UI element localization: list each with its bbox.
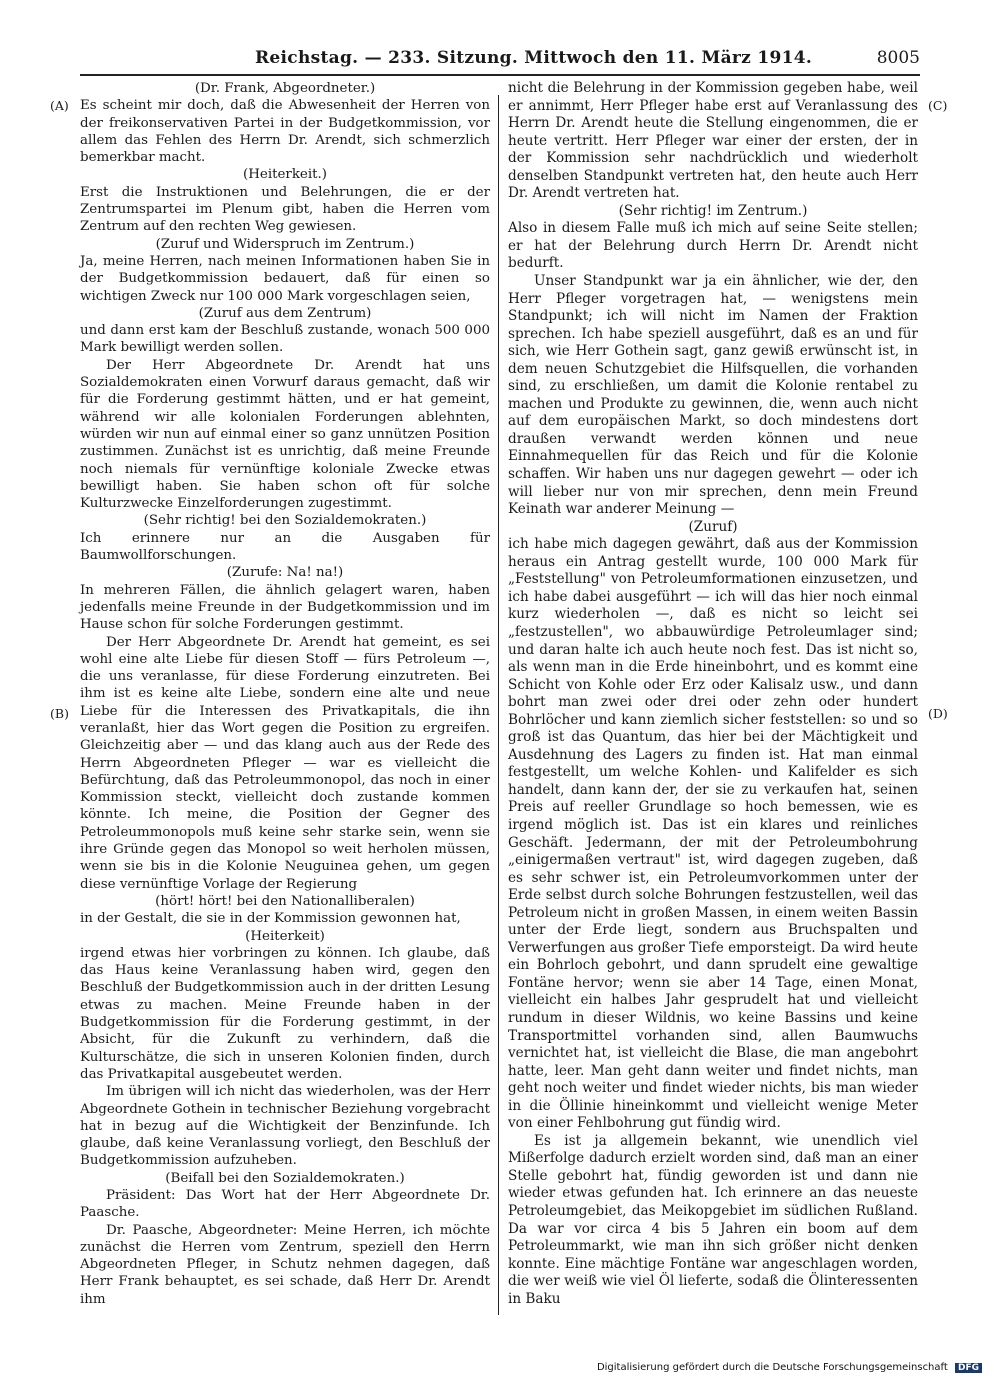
paragraph: Also in diesem Falle muß ich mich auf seine Seite stellen; er hat der Belehrung durch Herrn Dr. Arendt nicht bedurft. [508,220,918,272]
header-rule [80,74,920,76]
dfg-logo: DFG [955,1363,982,1373]
stage-direction: (Dr. Frank, Abgeordneter.) [194,81,376,96]
paragraph: nicht die Belehrung in der Kommission gegeben habe, weil er annimmt, Herr Pfleger habe erst auf Veranlassung des Herrn Dr. Arendt heute die Stellung eingenommen, die er heute vertritt. Herr Pfleger war einer der ersten, der in der Kommission sehr nachdrücklich und wiederholt denselben Standpunkt vertreten hat, den heute auch Herr Dr. Arendt vertreten hat. [508,80,918,202]
paragraph: In mehreren Fällen, die ähnlich gelagert waren, haben jedenfalls meine Freunde in der Budgetkommission und im Hause schon für solche Forderungen gestimmt. [80,582,490,633]
paragraph: Erst die Instruktionen und Belehrungen, die er der Zentrumspartei im Plenum gibt, haben die Herren vom Zentrum auf den rechten Weg gewiesen. [80,184,490,235]
stage-direction: (Zuruf) [688,518,738,535]
margin-mark-b: (B) [50,706,69,721]
stage-direction: (Zuruf und Widerspruch im Zentrum.) [155,236,415,252]
paragraph: Unser Standpunkt war ja ein ähnlicher, wie der, den Herr Pfleger vorgetragen hat, — wenigstens mein Standpunkt; ich will nicht im Namen der Fraktion sprechen. Ich habe speziell ausgeführt, daß es an und für sich, wie Herr Gothein sagt, ganz gewiß erwünscht ist, in dem neuen Schutzgebiet die Hilfsquellen, die vorhanden sind, zu erschließen, um damit die Kolonie rentabel zu machen und Produkte zu gewinnen, die, wenn auch nicht auf dem europäischen Markt, so doch mindestens dort draußen verwandt werden können und neue Einnahmequellen für das Reich und für die Kolonie schaffen. Wir haben uns nur dagegen gewehrt — oder ich will lieber nur von mir sprechen, denn mein Freund Keinath war anderer Meinung — [508,273,918,518]
paragraph: Der Herr Abgeordnete Dr. Arendt hat gemeint, es sei wohl eine alte Liebe für diesen Stoff — fürs Petroleum —, die uns veranlasse, für diese Forderung einzutreten. Bei ihm ist es keine alte Liebe, sondern eine alte und neue Liebe für die Interessen des Privatkapitals, die ihn veranlaßt, hier das Wort gegen die Position zu ergreifen. Gleichzeitig aber — und das klang auch aus der Rede des Herrn Abgeordneten Pfleger — war es vielleicht die Befürchtung, daß das Petroleummonopol, das noch in einer Kommission steckt, vielleicht doch zustande kommen könnte. Ich meine, die Position der Gegner des Petroleummonopols muß keine sehr starke sein, wenn sie ihre Gründe gegen das Monopol so weit herholen müssen, wenn sie bis in die Kolonie Neuguinea gehen, um gegen diese vernünftige Vorlage der Regierung [80,634,490,892]
left-column [80,80,490,1308]
stage-direction: (hört! hört! bei den Nationalliberalen) [155,893,415,909]
paragraph: Ja, meine Herren, nach meinen Informationen haben Sie in der Budgetkommission bedauert, daß für einen so wichtigen Zweck nur 100 000 Mark vorgeschlagen seien, [80,253,490,304]
paragraph: und dann erst kam der Beschluß zustande, wonach 500 000 Mark bewilligt werden sollen. [80,323,490,356]
stage-direction: (Sehr richtig! bei den Sozialdemokraten.) [143,513,427,529]
footer-credit [597,1362,982,1373]
paragraph: Ich erinnere nur an die Ausgaben für Baumwollforschungen. [80,530,490,564]
header-title: Reichstag. — 233. Sitzung. Mittwoch den 11. März 1914. [255,48,813,68]
stage-direction: (Zurufe: Na! na!) [226,565,344,581]
page-header [80,48,920,74]
margin-mark-a: (A) [50,98,69,113]
paragraph: irgend etwas hier vorbringen zu können. Ich glaube, daß das Haus keine Veranlassung haben wird, gegen den Beschluß der Budgetkommission auch in der dritten Lesung etwas zu machen. Meine Freunde haben in der Budgetkommission für die Forderung gestimmt, in der Absicht, für die Zukunft zu verhindern, daß die Kulturschätze, die sich in unseren Kolonien finden, durch das Privatkapital ausgebeutet werden. [80,945,490,1082]
footer-text: Digitalisierung gefördert durch die Deutsche Forschungsgemeinschaft [596,1362,948,1373]
stage-direction: (Heiterkeit.) [243,167,327,183]
stage-direction: (Beifall bei den Sozialdemokraten.) [165,1170,405,1186]
paragraph: Präsident: Das Wort hat der Herr Abgeordnete Dr. Paasche. [80,1188,490,1221]
margin-mark-c: (C) [928,98,948,113]
paragraph: Dr. Paasche, Abgeordneter: Meine Herren, ich möchte zunächst die Herren vom Zentrum, speziell den Herrn Abgeordneten Pfleger, in Schutz nehmen dagegen, daß Herr Frank behauptet, es sei schade, daß Herr Dr. Arendt ihm [80,1222,490,1307]
paragraph: ich habe mich dagegen gewährt, daß aus der Kommission heraus ein Antrag gestellt wurde, 100 000 Mark für „Feststellung" von Petroleumformationen einzusetzen, und ich habe dabei ausgeführt — ich will das hier noch einmal kurz wiederholen —, daß es nicht so leicht sei „festzustellen", wo abbauwürdige Petroleumlager sind; und daran halte ich auch heute noch fest. Das ist nicht so, als wenn man in die Erde hineinbohrt, und es kommt eine Schicht von Kohle oder Erz oder Kalisalz usw., und dann bohrt man zwei oder drei oder zehn oder hundert Bohrlöcher und kann ziemlich sicher feststellen: so und so groß ist das Quantum, das hier bei der Mächtigkeit und Ausdehnung des Lagers zu finden ist. Hat man einmal festgestellt, um welche Kohlen- und Kalifelder es sich handelt, dann kann der, der sie zu verkaufen hat, seinen Preis auf reeller Grundlage so hoch bemessen, wie es irgend möglich ist. Das ist ein klares und reinliches Geschäft. Jedermann, der mit der Petroleumbohrung „einigermaßen vertraut" ist, wird dagegen zugeben, daß es sehr schwer ist, ein Petroleumvorkommen unter der Erde selbst durch solche Bohrungen festzustellen, weil das Petroleum nicht in großen Massen, in einem weiten Bassin unter der Erde liegt, sondern aus Bruchspalten und Verwerfungen aus großer Tiefe emporsteigt. Da wird heute ein Bohrloch gebohrt, und dann sprudelt eine gewaltige Fontäne hervor; wenn sie aber 14 Tage, einen Monat, vielleicht ein halbes Jahr gesprudelt hat und vielleicht rundum in dieser Wildnis, wo keine Bassins und keine Transportmittel vorhanden sind, allen Baumwuchs vernichtet hat, ist vielleicht die Blase, die man angebohrt hatte, leer. Man geht dann weiter und findet nichts, man geht noch weiter und findet wieder nichts, bis man wieder in die Öllinie hineinkommt und vielleicht wenige Meter von einer Fehlbohrung gut fündig wird. [508,536,918,1132]
stage-direction: (Sehr richtig! im Zentrum.) [618,202,808,219]
margin-mark-d: (D) [928,706,948,721]
stage-direction: (Zuruf aus dem Zentrum) [198,305,372,321]
right-column [508,80,918,1308]
paragraph: in der Gestalt, die sie in der Kommission gewonnen hat, [80,911,461,927]
paragraph: Es scheint mir doch, daß die Abwesenheit der Herren von der freikonservativen Partei in der Budgetkommission, vor allem das Fehlen des Herrn Dr. Arendt, sich schmerzlich bemerkbar macht. [80,98,490,166]
paragraph: Im übrigen will ich nicht das wiederholen, was der Herr Abgeordnete Gothein in technischer Beziehung vorgebracht hat in bezug auf die Wichtigkeit der Benzinfunde. Ich glaube, daß keine Veranlassung vorliegt, den Beschluß der Budgetkommission aufzuheben. [80,1084,490,1169]
paragraph: Es ist ja allgemein bekannt, wie unendlich viel Mißerfolge dadurch erzielt worden sind, daß man an einer Stelle gebohrt hat, fündig geworden ist und dann nie wieder etwas gefunden hat. Ich erinnere an das neueste Petroleumgebiet, das Meikopgebiet im südlichen Rußland. Da war vor circa 4 bis 5 Jahren ein boom auf dem Petroleummarkt, wie man ihn sich größer nicht denken konnte. Eine mächtige Fontäne war angeschlagen worden, die wer weiß wie viel Öl lieferte, sodaß die Ölinteressenten in Baku [508,1132,918,1307]
stage-direction: (Heiterkeit) [245,928,325,944]
page-number: 8005 [876,48,920,68]
column-divider [498,95,499,1315]
paragraph: Der Herr Abgeordnete Dr. Arendt hat uns Sozialdemokraten einen Vorwurf daraus gemacht, daß wir für die Forderung gestimmt hätten, und er hat gemeint, während wir alle kolonialen Forderungen ablehnten, würden wir nun auf einmal einer so ganz unnützen Position zustimmen. Zunächst ist es unrichtig, daß meine Freunde noch niemals für vernünftige koloniale Zwecke etwas bewilligt haben. Sie haben schon oft für solche Kulturzwecke Einzelforderungen zugestimmt. [80,357,490,512]
